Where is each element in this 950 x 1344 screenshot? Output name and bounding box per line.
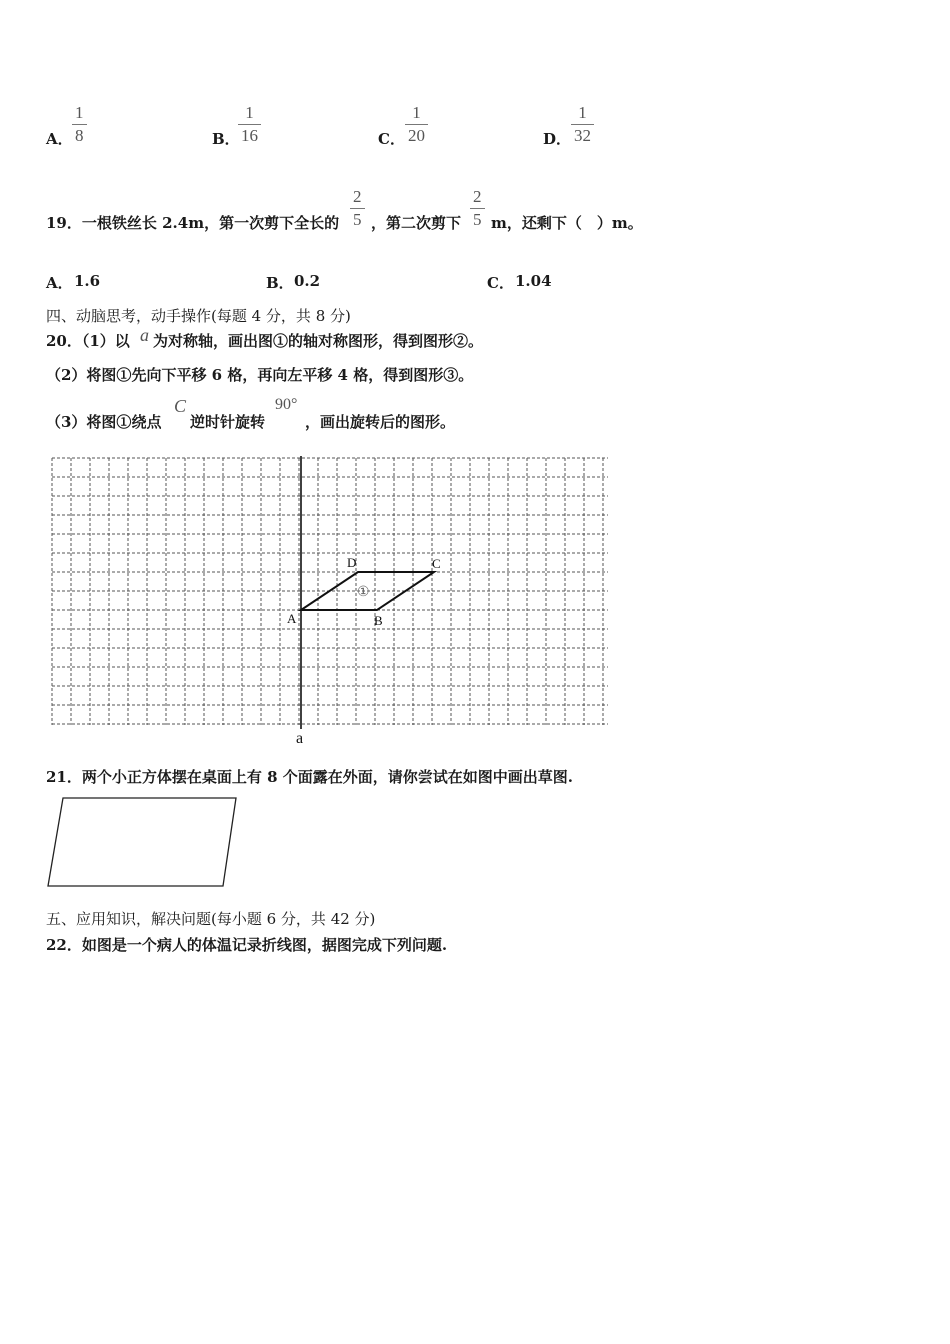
denominator: 32	[574, 126, 591, 145]
numerator: 1	[75, 103, 84, 122]
option-letter: B．	[212, 130, 240, 148]
point-label-b: B	[374, 613, 383, 628]
q20-line1-prefix: 20．（1）以	[46, 332, 130, 350]
option-letter: C．	[378, 130, 405, 148]
numerator: 1	[578, 103, 587, 122]
point-label-d: D	[347, 555, 357, 570]
option-letter: D．	[543, 130, 572, 148]
option-letter: A．	[46, 130, 73, 148]
q19-prefix: 19．一根铁丝长 2.4m，第一次剪下全长的	[46, 214, 340, 232]
denominator: 16	[241, 126, 258, 145]
option-value: 0.2	[294, 272, 321, 290]
numerator: 1	[412, 103, 421, 122]
denominator: 20	[408, 126, 425, 145]
option-letter: C．	[487, 274, 514, 292]
q20-line1-suffix: 为对称轴，画出图①的轴对称图形，得到图形②。	[153, 332, 484, 350]
numerator: 2	[473, 187, 482, 206]
numerator: 1	[245, 103, 254, 122]
section-title: 五、应用知识，解决问题(每小题 6 分，共 42 分)	[46, 910, 376, 928]
q22-question: 22．如图是一个病人的体温记录折线图，据图完成下列问题.	[46, 936, 448, 954]
q20-line3-mid: 逆时针旋转	[190, 413, 266, 431]
q21-question: 21．两个小正方体摆在桌面上有 8 个面露在外面，请你尝试在如图中画出草图.	[46, 768, 573, 786]
axis-variable: a	[140, 325, 149, 345]
option-value: 1.6	[74, 272, 101, 290]
sketch-parallelogram	[40, 792, 245, 892]
q20-line3-prefix: （3）将图①绕点	[46, 413, 162, 431]
shape-label: ①	[357, 585, 370, 600]
point-label-c: C	[432, 556, 441, 571]
numerator: 2	[353, 187, 362, 206]
point-label-a: A	[287, 611, 297, 626]
q20-line3-suffix: ，画出旋转后的图形。	[305, 413, 456, 431]
option-value: 1.04	[515, 272, 552, 290]
denominator: 8	[75, 126, 84, 145]
q19-suffix: m，还剩下（ ）m。	[491, 214, 643, 232]
rotation-angle: 90°	[275, 396, 298, 413]
option-letter: A．	[46, 274, 73, 292]
q20-line2: （2）将图①先向下平移 6 格，再向左平移 4 格，得到图形③。	[46, 366, 474, 384]
axis-label: a	[296, 730, 304, 747]
denominator: 5	[353, 210, 362, 229]
point-variable: C	[174, 396, 187, 416]
denominator: 5	[473, 210, 482, 229]
q19-middle: ，第二次剪下	[371, 214, 462, 232]
section-title: 四、动脑思考，动手操作(每题 4 分，共 8 分)	[46, 307, 351, 325]
option-letter: B．	[266, 274, 294, 292]
